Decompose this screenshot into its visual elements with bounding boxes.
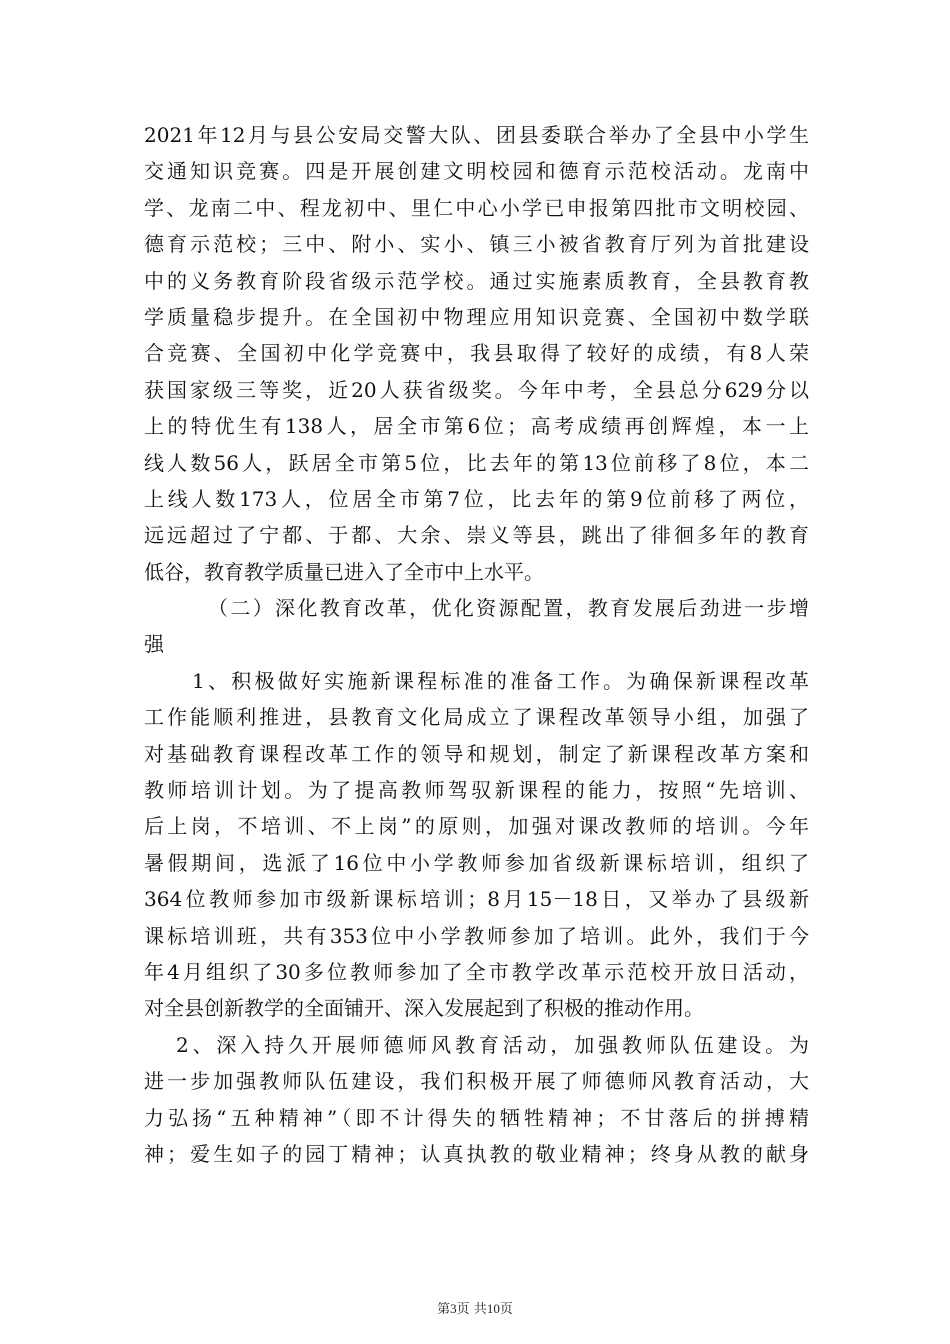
text-line: 后上岗，不培训、不上岗”的原则，加强对课改教师的培训。今年 bbox=[144, 814, 809, 839]
footer-suffix: 页 bbox=[499, 1302, 513, 1317]
section-heading-continued: 强 bbox=[144, 632, 164, 657]
text-line: 1、积极做好实施新课程标准的准备工作。为确保新课程改革 bbox=[192, 668, 809, 693]
current-page-number: 3 bbox=[450, 1301, 457, 1316]
text-line: 学、龙南二中、程龙初中、里仁中心小学已申报第四批市文明校园、 bbox=[144, 195, 809, 220]
text-line: 课标培训班，共有353位中小学教师参加了培训。此外，我们于今 bbox=[144, 923, 809, 948]
section-heading: （二）深化教育改革，优化资源配置，教育发展后劲进一步增 bbox=[208, 596, 809, 621]
text-line: 上线人数173人，位居全市第7位，比去年的第9位前移了两位， bbox=[144, 486, 809, 511]
text-line: 上的特优生有138人，居全市第6位；高考成绩再创辉煌，本一上 bbox=[144, 414, 809, 439]
total-pages-number: 10 bbox=[486, 1301, 500, 1316]
text-line: 进一步加强教师队伍建设，我们积极开展了师德师风教育活动，大 bbox=[144, 1069, 809, 1094]
text-line: 力弘扬“五种精神”（即不计得失的牺牲精神；不甘落后的拼搏精 bbox=[144, 1105, 809, 1130]
text-line: 对基础教育课程改革工作的领导和规划，制定了新课程改革方案和 bbox=[144, 741, 809, 766]
page-footer bbox=[0, 1300, 950, 1319]
text-line: 神；爱生如子的园丁精神；认真执教的敬业精神；终身从教的献身 bbox=[144, 1141, 809, 1166]
text-line: 2、深入持久开展师德师风教育活动，加强教师队伍建设。为 bbox=[176, 1032, 809, 1057]
text-line: 年4月组织了30多位教师参加了全市教学改革示范校开放日活动， bbox=[144, 959, 809, 984]
text-line: 合竞赛、全国初中化学竞赛中，我县取得了较好的成绩，有8人荣 bbox=[144, 341, 809, 366]
footer-middle: 页 共 bbox=[456, 1302, 487, 1317]
text-line: 中的义务教育阶段省级示范学校。通过实施素质教育，全县教育教 bbox=[144, 268, 809, 293]
text-line: 工作能顺利推进，县教育文化局成立了课程改革领导小组，加强了 bbox=[144, 705, 809, 730]
text-line: 德育示范校；三中、附小、实小、镇三小被省教育厅列为首批建设 bbox=[144, 232, 809, 257]
text-line: 远远超过了宁都、于都、大余、崇义等县，跳出了徘徊多年的教育 bbox=[144, 523, 809, 548]
text-line: 线人数56人，跃居全市第5位，比去年的第13位前移了8位，本二 bbox=[144, 450, 809, 475]
footer-prefix: 第 bbox=[437, 1302, 451, 1317]
text-line: 暑假期间，选派了16位中小学教师参加省级新课标培训，组织了 bbox=[144, 850, 809, 875]
text-line: 2021年12月与县公安局交警大队、团县委联合举办了全县中小学生 bbox=[144, 123, 809, 147]
text-line: 对全县创新教学的全面铺开、深入发展起到了积极的推动作用。 bbox=[144, 996, 704, 1021]
text-line: 教师培训计划。为了提高教师驾驭新课程的能力，按照“先培训、 bbox=[144, 778, 809, 803]
text-line: 交通知识竞赛。四是开展创建文明校园和德育示范校活动。龙南中 bbox=[144, 159, 809, 184]
body-text bbox=[144, 117, 809, 1172]
text-line: 低谷，教育教学质量已进入了全市中上水平。 bbox=[144, 559, 544, 584]
text-line: 学质量稳步提升。在全国初中物理应用知识竞赛、全国初中数学联 bbox=[144, 304, 809, 329]
text-line: 获国家级三等奖，近20人获省级奖。今年中考，全县总分629分以 bbox=[144, 377, 809, 402]
text-line: 364位教师参加市级新课标培训；8月15－18日，又举办了县级新 bbox=[144, 887, 809, 912]
